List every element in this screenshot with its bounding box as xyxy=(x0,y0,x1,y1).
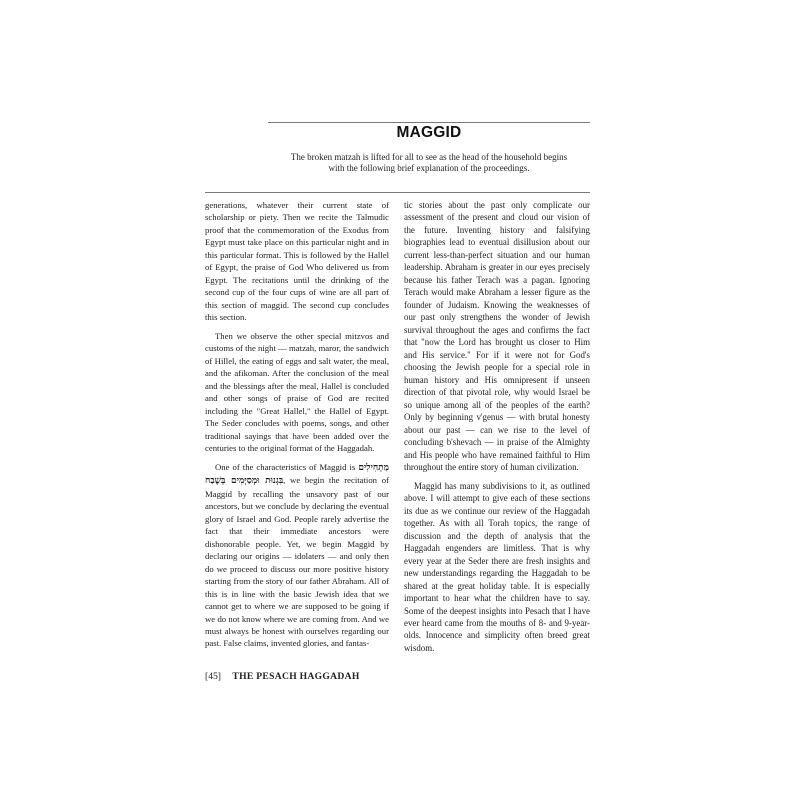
left-column xyxy=(205,199,389,656)
left-paragraph-3 xyxy=(205,461,389,650)
header-top-rule xyxy=(268,122,590,123)
intro-instruction: The broken matzah is lifted for all to see as the head of the household begins with the following brief explanation of the proceedings. xyxy=(290,152,568,173)
right-paragraph-2: Maggid has many subdivisions to it, as outlined above. I will attempt to give each of these sections its due as we continue our review of the Haggadah together. As with all Torah topics, the range of discussion and the depth of analysis that the Haggadah engenders are limitless. That is why every year at the Seder there are fresh insights and new understandings regarding the Haggadah to be shared at the great holiday table. It is especially important to hear what the children have to say. Some of the deepest insights into Pesach that I have ever heard came from the mouths of 8- and 9-year-olds. Innocence and simplicity often breed great wisdom. xyxy=(404,480,590,653)
right-column xyxy=(404,199,590,660)
header-bottom-rule xyxy=(205,192,590,193)
paragraph-text: One of the characteristics of Maggid is xyxy=(215,461,356,472)
left-paragraph-2: Then we observe the other special mitzvos and customs of the night — matzah, maror, the sandwich of Hillel, the eating of eggs and salt water, the meal, and the afikoman. After the conclusion of the meal and the blessings after the meal, Hallel is concluded and other songs of praise of God are recited including the "Great Hallel," the Hallel of Egypt. The Seder concludes with poems, songs, and other traditional sayings that have been added over the centuries to the original format of the Haggadah. xyxy=(205,330,389,454)
running-title: THE PESACH HAGGADAH xyxy=(232,671,360,682)
page-footer xyxy=(205,671,360,682)
page-number: [45] xyxy=(205,671,221,682)
section-title: MAGGID xyxy=(396,124,462,141)
hebrew-phrase: מַתְחִילִים בִּגְנוּת וּמְסַיְּמִים בְּשֶׁבַח xyxy=(205,462,390,487)
paragraph-text: , we begin the recitation of Maggid by recalling the unsavory past of our ancestors, but we conclude by declaring the eventual glory of Israel and God. People rarely advertise the fact that their immediate ancestors were dishonorable people. Yet, we begin Maggid by declaring our origins — idolaters — and only then do we proceed to discuss our more positive history starting from the story of our father Abraham. All of this is in line with the basic Jewish idea that we cannot get to where we are supposed to be going if we do not know where we are coming from. And we must always be honest with ourselves regarding our past. False claims, invented glories, and fantas- xyxy=(205,475,389,649)
left-paragraph-1: generations, whatever their current state of scholarship or piety. Then we recite the Talmudic proof that the commemoration of the Exodus from Egypt must take place on this particular night and in this particular format. This is followed by the Hallel of Egypt, the praise of God Who delivered us from Egypt. The recitations until the drinking of the second cup of the four cups of wine are all part of this section of maggid. The second cup concludes this section. xyxy=(205,200,389,323)
right-paragraph-1: tic stories about the past only complicate our assessment of the present and cloud our vision of the future. Inventing history and falsifying biographies lead to eventual disillusion about our current less-than-perfect situation and our human leadership. Abraham is greater in our eyes precisely because his father Terach was a pagan. Ignoring Terach would make Abraham a lesser figure as the founder of Judaism. Knowing the weaknesses of our past only strengthens the wonder of Jewish survival throughout the ages and confirms the fact that "now the Lord has brought us closer to Him and His service." For if it were not for God's choosing the Jewish people for a special role in human history and His omnipresent if unseen direction of that pivotal role, why would Israel be so unique among all of the peoples of the earth? Only by beginning v'genus — with brutal honesty about our past — can we rise to the level of concluding b'shevach — in praise of the Almighty and His people who have remained faithful to Him throughout the entire story of human civilization. xyxy=(404,200,590,473)
